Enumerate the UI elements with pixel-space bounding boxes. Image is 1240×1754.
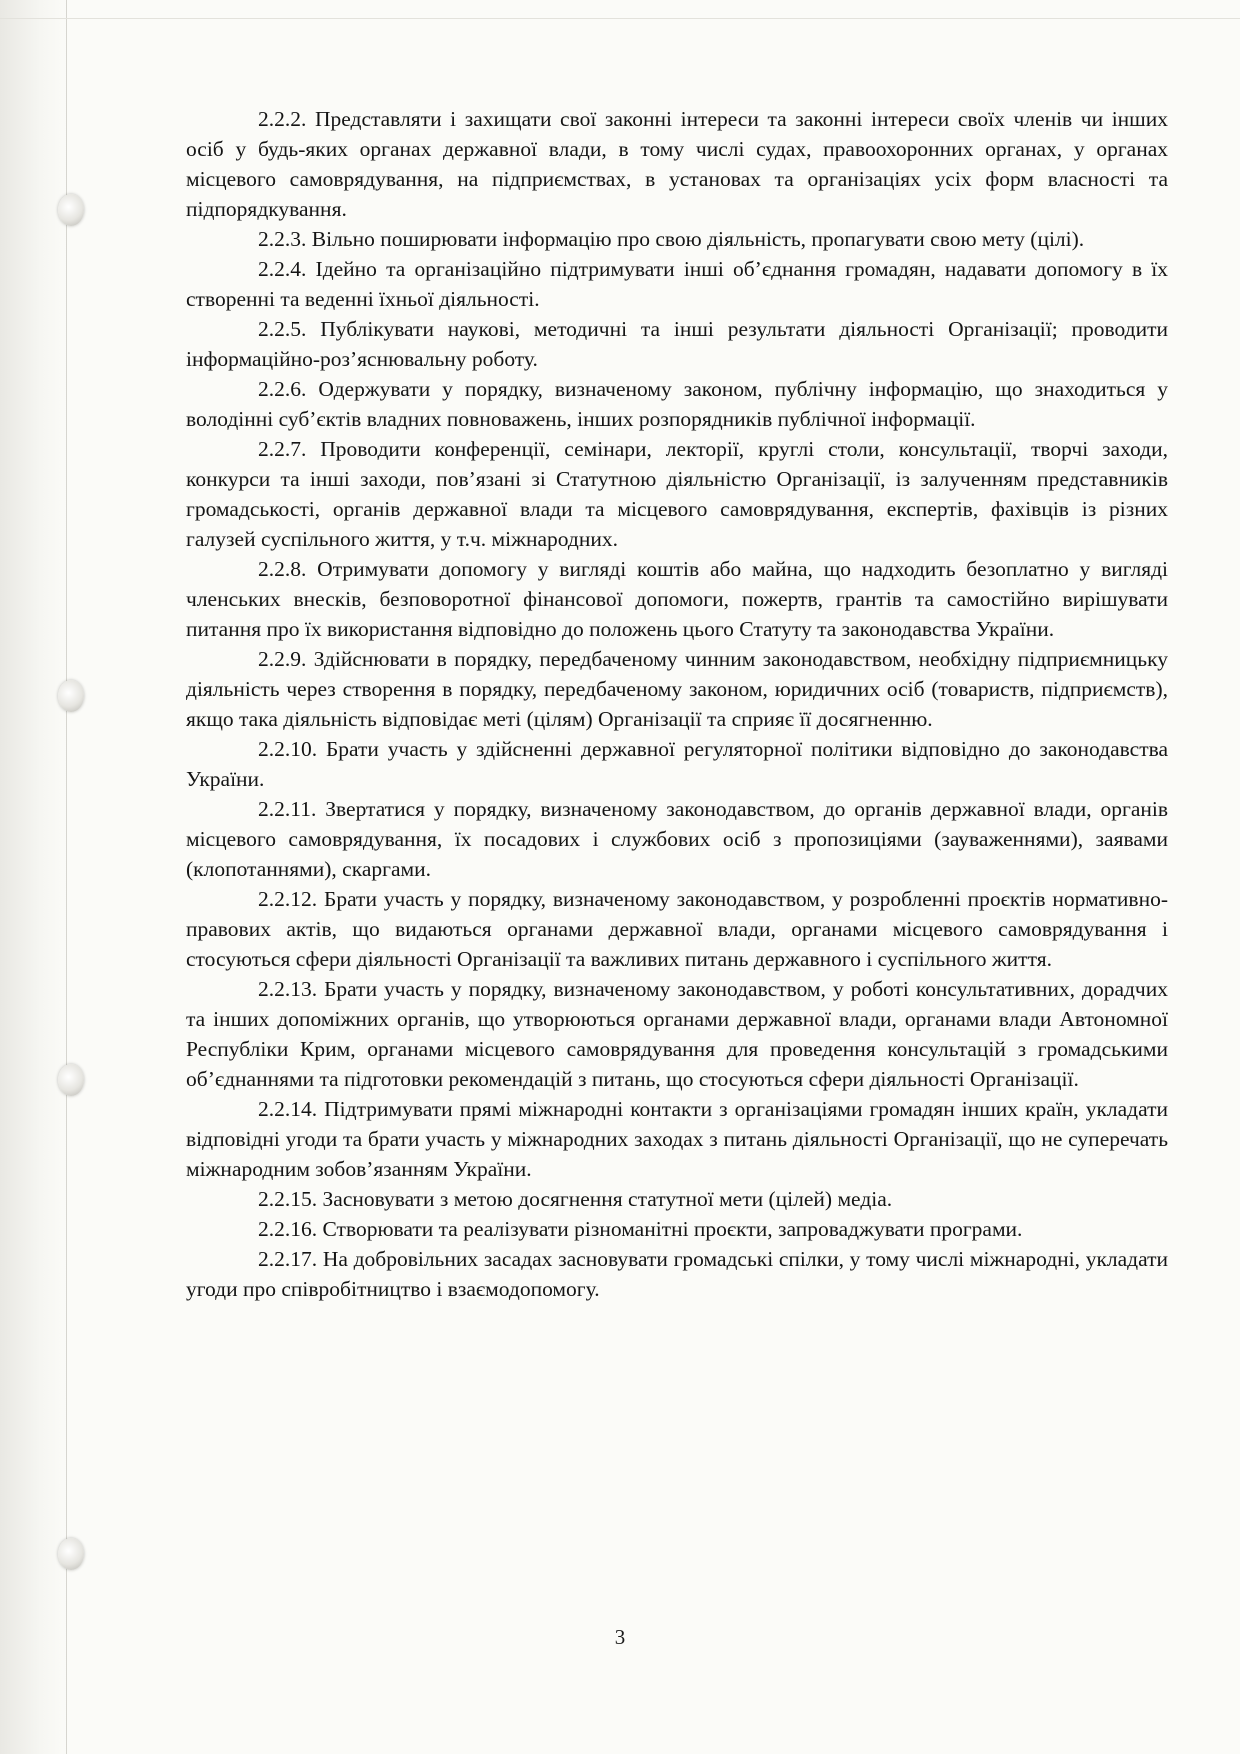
paragraph-2-2-13: 2.2.13. Брати участь у порядку, визначеному законодавством, у роботі консультативних, дорадчих та інших допоміжних органів, що утворюються органами державної влади, органами влади Автономної Республіки Крим, органами місцевого самоврядування для проведення консультацій з громадськими об’єднаннями та підготовки рекомендацій з питань, що стосуються сфери діяльності Організації. bbox=[186, 977, 1168, 1091]
punch-hole bbox=[58, 680, 84, 712]
paragraph-2-2-14: 2.2.14. Підтримувати прямі міжнародні контакти з організаціями громадян інших країн, укладати відповідні угоди та брати участь у міжнародних заходах з питань діяльності Організації, що не суперечать міжнародним зобов’язанням України. bbox=[186, 1097, 1168, 1181]
paragraph-2-2-6: 2.2.6. Одержувати у порядку, визначеному законом, публічну інформацію, що знаходиться у володінні суб’єктів владних повноважень, інших розпорядників публічної інформації. bbox=[186, 377, 1168, 431]
punch-hole bbox=[58, 194, 84, 226]
paragraph-2-2-4: 2.2.4. Ідейно та організаційно підтримувати інші об’єднання громадян, надавати допомогу в їх створенні та веденні їхньої діяльності. bbox=[186, 257, 1168, 311]
document-body bbox=[186, 104, 1168, 1304]
paragraph-2-2-3: 2.2.3. Вільно поширювати інформацію про свою діяльність, пропагувати свою мету (цілі). bbox=[258, 227, 1085, 251]
paragraph-2-2-11: 2.2.11. Звертатися у порядку, визначеному законодавством, до органів державної влади, органів місцевого самоврядування, їх посадових і службових осіб з пропозиціями (зауваженнями), заявами (клопотаннями), скаргами. bbox=[186, 797, 1168, 881]
page-top-line bbox=[0, 18, 1240, 19]
paragraph-2-2-12: 2.2.12. Брати участь у порядку, визначеному законодавством, у розробленні проєктів нормативно-правових актів, що видаються органами державної влади, органами місцевого самоврядування і стосуються сфери діяльності Організації та важливих питань державного і суспільного життя. bbox=[186, 887, 1168, 971]
page-left-margin bbox=[0, 0, 68, 1754]
paragraph-2-2-9: 2.2.9. Здійснювати в порядку, передбаченому чинним законодавством, необхідну підприємницьку діяльність через створення в порядку, передбаченому законом, юридичних осіб (товариств, підприємств), якщо така діяльність відповідає меті (цілям) Організації та сприяє її досягненню. bbox=[186, 647, 1168, 731]
punch-hole bbox=[58, 1064, 84, 1096]
paragraph-2-2-5: 2.2.5. Публікувати наукові, методичні та інші результати діяльності Організації; проводити інформаційно-роз’яснювальну роботу. bbox=[186, 317, 1168, 371]
paragraph-2-2-8: 2.2.8. Отримувати допомогу у вигляді коштів або майна, що надходить безоплатно у вигляді членських внесків, безповоротної фінансової допомоги, пожертв, грантів та самостійно вирішувати питання про їх використання відповідно до положень цього Статуту та законодавства України. bbox=[186, 557, 1168, 641]
punch-hole bbox=[58, 1538, 84, 1570]
paragraph-2-2-7: 2.2.7. Проводити конференції, семінари, лекторії, круглі столи, консультації, творчі заходи, конкурси та інші заходи, пов’язані зі Статутною діяльністю Організації, із залученням представників громадськості, органів державної влади та місцевого самоврядування, експертів, фахівців із різних галузей суспільного життя, у т.ч. міжнародних. bbox=[186, 437, 1168, 551]
page-edge-line bbox=[66, 0, 67, 1754]
page-number: 3 bbox=[614, 1625, 626, 1649]
paragraph-2-2-2: 2.2.2. Представляти і захищати свої законні інтереси та законні інтереси своїх членів чи інших осіб у будь-яких органах державної влади, в тому числі судах, правоохоронних органах, у органах місцевого самоврядування, на підприємствах, в установах та організаціях усіх форм власності та підпорядкування. bbox=[186, 107, 1168, 221]
paragraph-2-2-16: 2.2.16. Створювати та реалізувати різноманітні проєкти, запроваджувати програми. bbox=[258, 1217, 1023, 1241]
paragraph-2-2-17: 2.2.17. На добровільних засадах засновувати громадські спілки, у тому числі міжнародні, укладати угоди про співробітництво і взаємодопомогу. bbox=[186, 1247, 1168, 1301]
paragraph-2-2-10: 2.2.10. Брати участь у здійсненні державної регуляторної політики відповідно до законодавства України. bbox=[186, 737, 1168, 791]
paragraph-2-2-15: 2.2.15. Засновувати з метою досягнення статутної мети (цілей) медіа. bbox=[258, 1187, 893, 1211]
